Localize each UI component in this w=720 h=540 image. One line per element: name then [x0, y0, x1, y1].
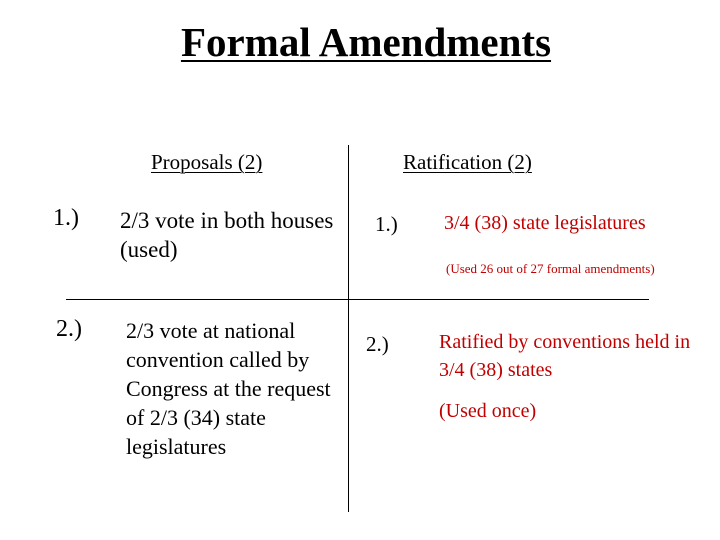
proposal-1-number: 1.)	[53, 205, 79, 231]
ratification-1-text: 3/4 (38) state legislatures	[444, 212, 646, 234]
ratification-2-number: 2.)	[366, 332, 389, 356]
proposal-2-text: 2/3 vote at national convention called by Congress at the request of 2/3 (34) state legislatures	[126, 318, 331, 459]
ratification-2-note: (Used once)	[439, 400, 537, 422]
proposal-1-text: 2/3 vote in both houses (used)	[120, 208, 334, 262]
proposals-header: Proposals (2)	[151, 150, 263, 174]
vertical-divider	[348, 145, 349, 512]
ratification-header: Ratification (2)	[403, 150, 532, 174]
page-title: Formal Amendments	[180, 19, 552, 65]
horizontal-divider	[66, 299, 649, 300]
ratification-2-text: Ratified by conventions held in 3/4 (38) states	[439, 331, 691, 381]
ratification-1-number: 1.)	[375, 212, 398, 236]
ratification-1-note: (Used 26 out of 27 formal amendments)	[446, 261, 655, 276]
proposal-2-number: 2.)	[56, 316, 82, 342]
